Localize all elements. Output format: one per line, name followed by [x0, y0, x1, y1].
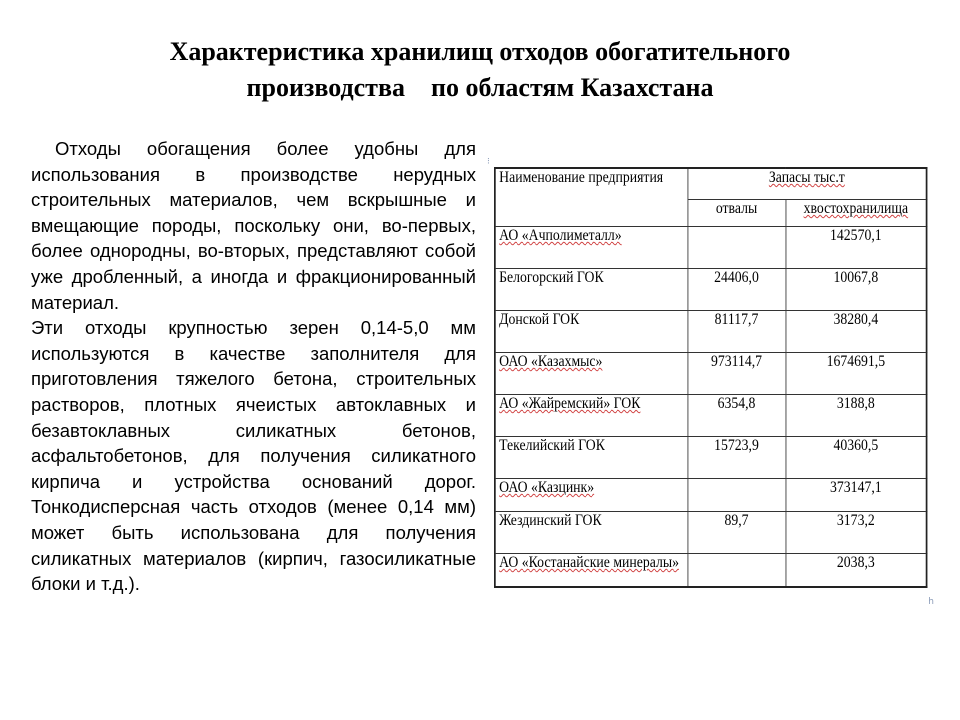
enterprise-name [495, 479, 688, 512]
header-tailings-label: хвостохранилища [803, 200, 909, 217]
dumps-value [688, 479, 786, 512]
table-image [487, 157, 934, 607]
title-line-1: Характеристика хранилищ отходов обогатительного [169, 37, 791, 66]
title-line-2: производства по областям Казахстана [246, 73, 714, 102]
enterprise-name [495, 353, 688, 395]
dumps-value: 24406,0 [688, 269, 786, 311]
table-row [495, 269, 927, 311]
enterprise-name [495, 395, 688, 437]
dumps-value: 6354,8 [688, 395, 786, 437]
table-row [495, 479, 927, 512]
table-row [495, 437, 927, 479]
enterprise-name: Донской ГОК [495, 311, 688, 353]
dumps-value: 973114,7 [688, 353, 786, 395]
header-tailings [786, 200, 927, 227]
tailings-value: 10067,8 [786, 269, 927, 311]
tailings-value: 38280,4 [786, 311, 927, 353]
header-reserves-label: Запасы тыс.т [768, 169, 845, 186]
tailings-value: 3173,2 [786, 512, 927, 554]
corner-marker-icon: h [928, 597, 934, 607]
tailings-value: 142570,1 [786, 227, 927, 269]
tailings-value: 2038,3 [786, 554, 927, 588]
table-row [495, 512, 927, 554]
enterprise-name-label: АО «Жайремский» ГОК [499, 395, 641, 412]
tailings-value: 1674691,5 [786, 353, 927, 395]
header-reserves [688, 168, 927, 200]
tailings-value: 3188,8 [786, 395, 927, 437]
enterprise-name-label: АО «Костанайские минералы» [499, 554, 679, 571]
enterprise-name-label: ОАО «Казцинк» [499, 479, 595, 496]
table-row [495, 395, 927, 437]
paragraph-2: Эти отходы крупностью зерен 0,14-5,0 мм используются в качестве заполнителя для приготовления тяжелого бетона, строительных растворов, плотных ячеистых автоклавных и безавтоклавных силикатных бетонов, асфальтобетонов, для получения силикатного кирпича и устройства оснований дорог. Тонкодисперсная часть отходов (менее 0,14 мм) может быть использована для получения силикатных материалов (кирпич, газосиликатные блоки и т.д.). [31, 317, 476, 595]
header-dumps: отвалы [688, 200, 786, 227]
dumps-value [688, 554, 786, 588]
table-row [495, 353, 927, 395]
enterprise-name: Белогорский ГОК [495, 269, 688, 311]
paragraph-1: Отходы обогащения более удобны для использования в производстве нерудных строительных материалов, чем вскрышные и вмещающие породы, поскольку они, во-первых, более однородны, во-вторых, представляют собой уже дробленный, а иногда и фракционированный материал. [31, 138, 476, 313]
tailings-value: 373147,1 [786, 479, 927, 512]
table-row [495, 311, 927, 353]
storage-table [494, 167, 927, 588]
dumps-value: 15723,9 [688, 437, 786, 479]
enterprise-name: Жездинский ГОК [495, 512, 688, 554]
enterprise-name [495, 227, 688, 269]
dumps-value [688, 227, 786, 269]
dumps-value: 89,7 [688, 512, 786, 554]
slide-title [40, 34, 920, 106]
enterprise-name: Текелийский ГОК [495, 437, 688, 479]
enterprise-name-label: ОАО «Казахмыс» [499, 353, 603, 370]
header-enterprise: Наименование предприятия [495, 168, 688, 227]
body-text [31, 136, 476, 597]
table-row [495, 554, 927, 588]
enterprise-name [495, 554, 688, 588]
table-row [495, 227, 927, 269]
corner-marker-icon: ⁝ [487, 157, 490, 167]
dumps-value: 81117,7 [688, 311, 786, 353]
tailings-value: 40360,5 [786, 437, 927, 479]
enterprise-name-label: АО «Ачполиметалл» [499, 227, 622, 244]
